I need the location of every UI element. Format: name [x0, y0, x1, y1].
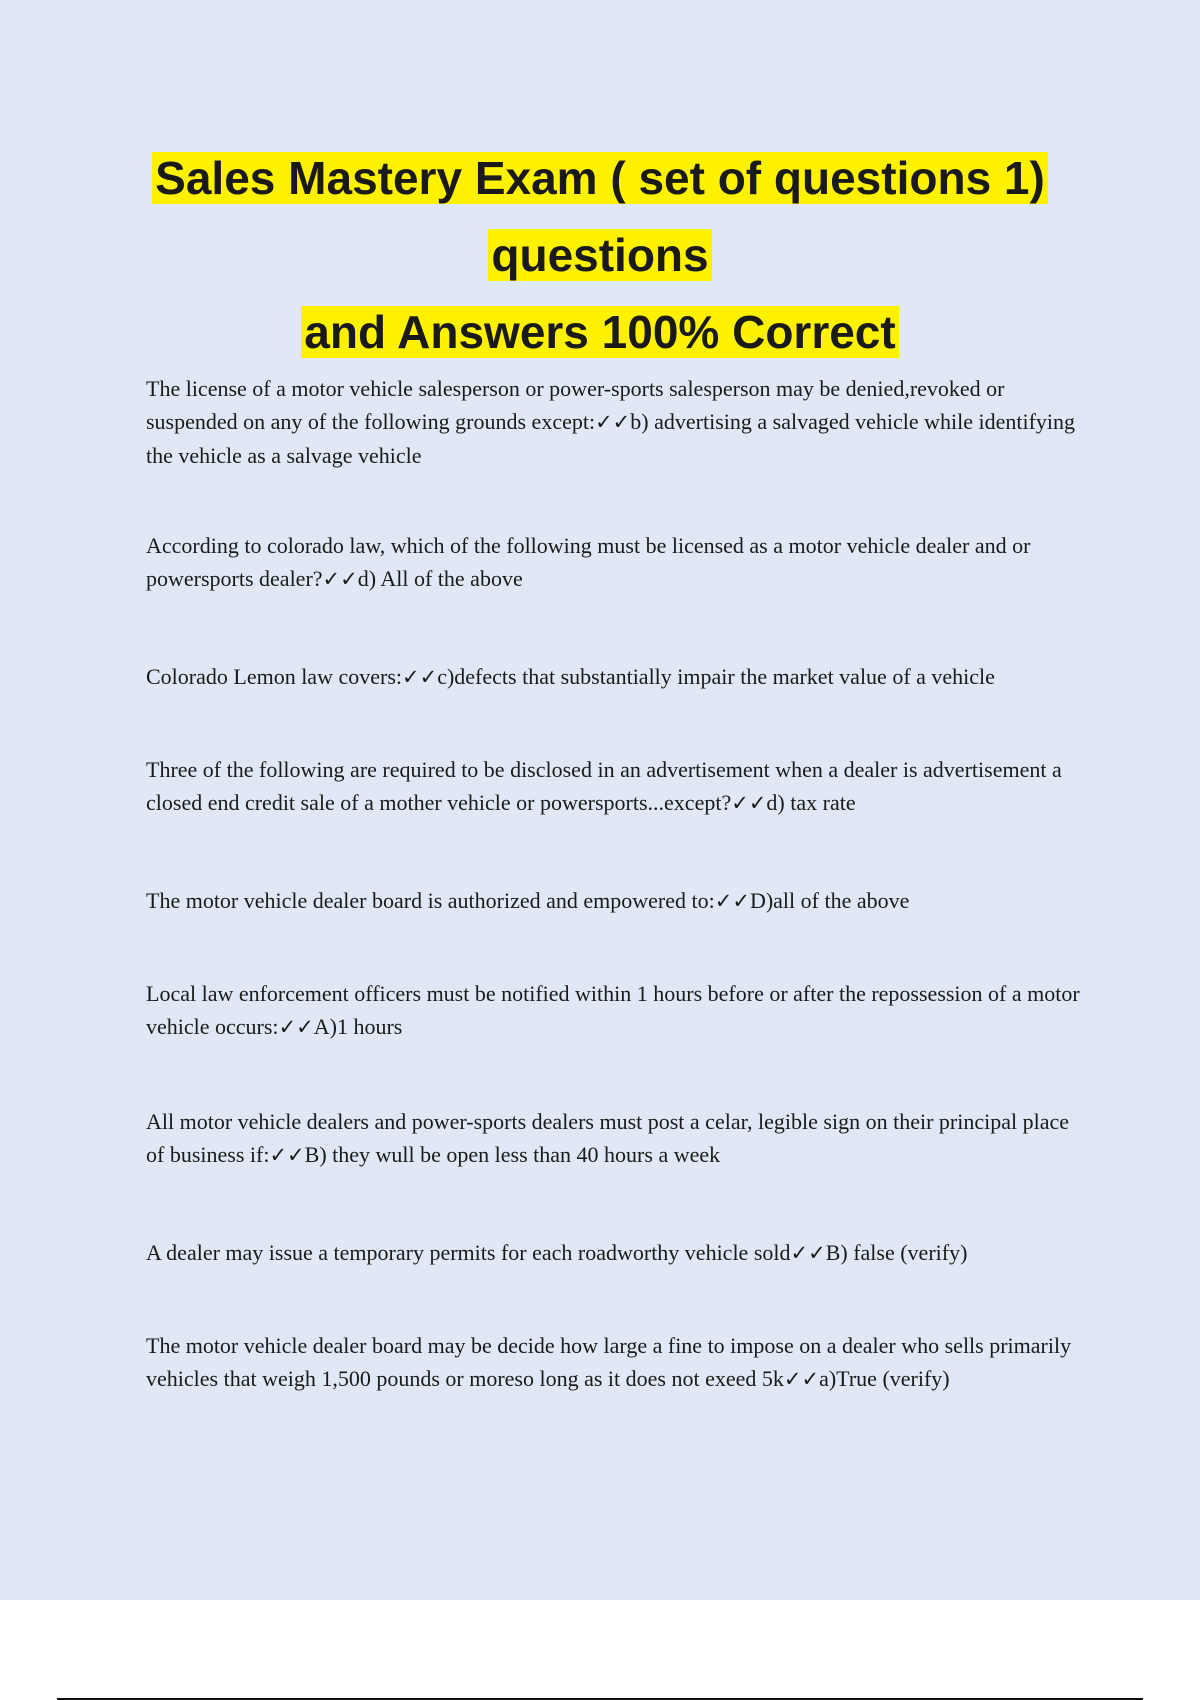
check-mark-icon: ✓✓	[402, 665, 438, 689]
question-text: According to colorado law, which of the following must be licensed as a motor vehicle dealer and or powersports dealer?	[146, 533, 1031, 591]
title-line-3: and Answers 100% Correct	[301, 306, 898, 358]
check-mark-icon: ✓✓	[790, 1241, 826, 1265]
question-text: All motor vehicle dealers and power-sports dealers must post a celar, legible sign on their principal place of business if:	[146, 1109, 1069, 1167]
qa-item-2	[146, 529, 1086, 596]
qa-item-4	[146, 753, 1086, 820]
answer-text: d) All of the above	[357, 566, 523, 591]
question-text: Three of the following are required to be disclosed in an advertisement when a dealer is advertisement a closed end credit sale of a mother vehicle or powersports...except?	[146, 757, 1062, 815]
answer-text: A)1 hours	[313, 1014, 403, 1039]
document-title	[0, 140, 1200, 371]
check-mark-icon: ✓✓	[783, 1367, 820, 1391]
question-text: Colorado Lemon law covers:	[146, 664, 402, 689]
check-mark-icon: ✓✓	[595, 410, 631, 434]
answer-text: c)defects that substantially impair the market value of a vehicle	[437, 664, 995, 689]
qa-item-3	[146, 660, 1086, 694]
question-text: The motor vehicle dealer board may be decide how large a fine to impose on a dealer who sells primarily vehicles that weigh 1,500 pounds or moreso long as it does not exeed 5k	[146, 1333, 1072, 1391]
answer-text: B) they wull be open less than 40 hours a week	[304, 1142, 721, 1167]
qa-item-9	[146, 1329, 1086, 1396]
answer-text: a)True (verify)	[819, 1366, 950, 1391]
check-mark-icon: ✓✓	[322, 567, 358, 591]
check-mark-icon: ✓✓	[269, 1143, 305, 1167]
question-text: The motor vehicle dealer board is authorized and empowered to:	[146, 888, 715, 913]
question-text: The license of a motor vehicle salesperson or power-sports salesperson may be denied,revoked or suspended on any of the following grounds except:	[146, 376, 1005, 434]
answer-text: B) false (verify)	[825, 1240, 968, 1265]
title-line-2: questions	[488, 229, 711, 281]
question-text: Local law enforcement officers must be notified within 1 hours before or after the repossession of a motor vehicle occurs:	[146, 981, 1080, 1039]
qa-item-6	[146, 977, 1086, 1044]
check-mark-icon: ✓✓	[278, 1015, 314, 1039]
check-mark-icon: ✓✓	[714, 889, 750, 913]
question-text: A dealer may issue a temporary permits for each roadworthy vehicle sold	[146, 1240, 791, 1265]
qa-item-5	[146, 884, 1086, 918]
check-mark-icon: ✓✓	[731, 791, 767, 815]
answer-text: b) advertising a salvaged vehicle while identifying the vehicle as a salvage vehicle	[146, 409, 1076, 468]
qa-item-1	[146, 372, 1086, 472]
qa-item-8	[146, 1236, 1086, 1270]
answer-text: d) tax rate	[766, 790, 856, 815]
title-line-1: Sales Mastery Exam ( set of questions 1)	[152, 152, 1048, 204]
qa-item-7	[146, 1105, 1086, 1172]
answer-text: D)all of the above	[749, 888, 910, 913]
